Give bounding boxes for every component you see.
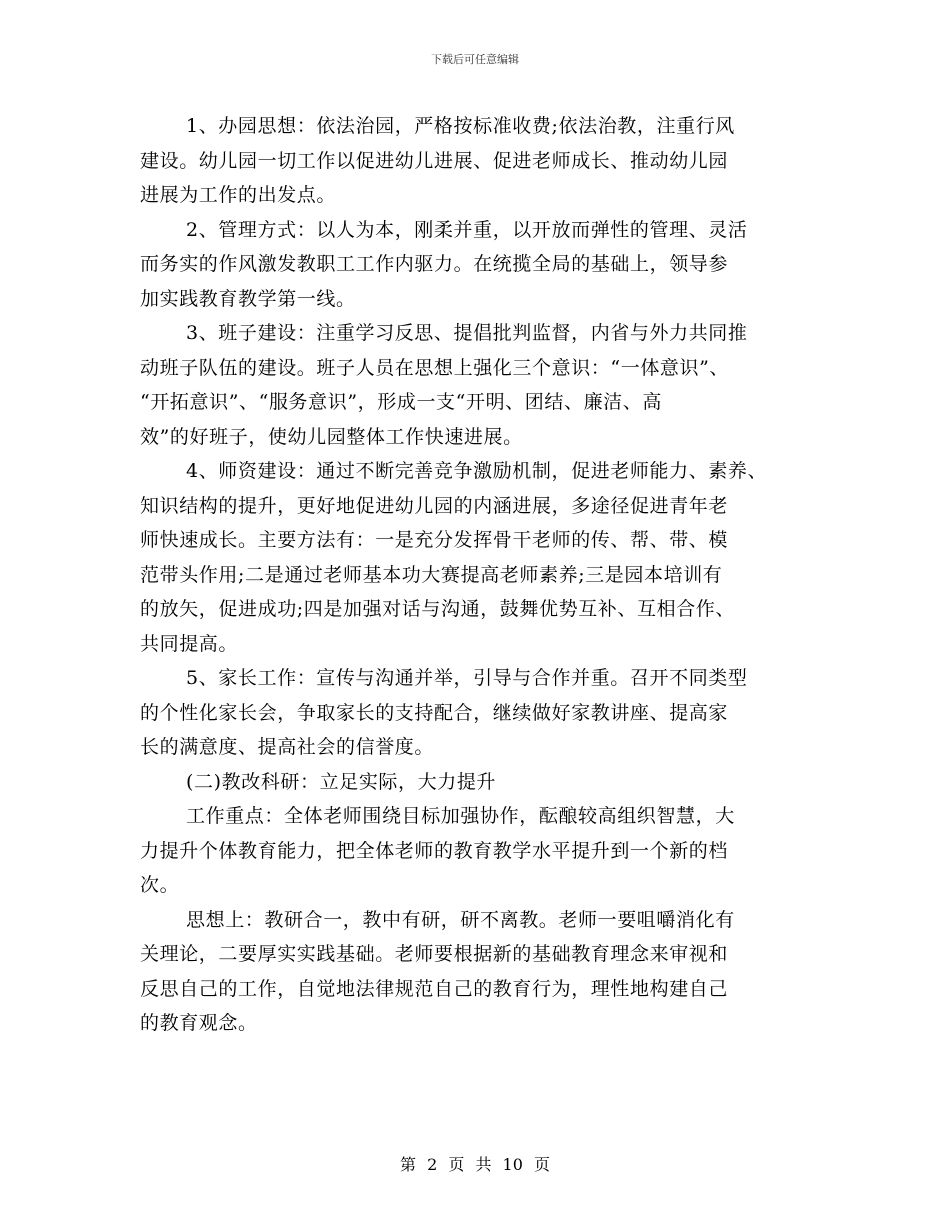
text-line: 而务实的作风激发教职工工作内驱力。在统揽全局的基础上，领导参 (140, 253, 729, 275)
text-line: 工作重点：全体老师围绕目标加强协作，酝酿较高组织智慧，大 (186, 805, 735, 827)
text-line: 范带头作用;二是通过老师基本功大赛提高老师素养;三是园本培训有 (140, 563, 723, 586)
text-line: 次。 (140, 874, 180, 896)
paragraph (140, 316, 820, 454)
text-line: 5、家长工作：宣传与沟通并举，引导与合作并重。召开不同类型 (186, 667, 748, 689)
document-body (140, 109, 820, 1041)
text-line: 共同提高。 (140, 632, 239, 655)
text-line: 师快速成长。主要方法有：一是充分发挥骨干老师的传、帮、带、模 (140, 529, 729, 551)
paragraph (140, 213, 820, 317)
text-line: 的放矢，促进成功;四是加强对话与沟通，鼓舞优势互补、互相合作、 (140, 598, 736, 620)
text-line: 的教育观念。 (140, 1012, 258, 1034)
text-line: 长的满意度、提高社会的信誉度。 (140, 736, 435, 758)
text-line: 3、班子建设：注重学习反思、提倡批判监督，内省与外力共同推 (186, 322, 748, 344)
text-line: (二)教改科研：立足实际，大力提升 (186, 770, 497, 793)
text-line: 动班子队伍的建设。班子人员在思想上强化三个意识：“一体意识”、 (140, 356, 730, 379)
text-line: 建设。幼儿园一切工作以促进幼儿进展、促进老师成长、推动幼儿园 (140, 149, 729, 172)
text-line: “开拓意识”、“服务意识”，形成一支“开明、团结、廉洁、高 (140, 391, 662, 413)
paragraph (140, 903, 820, 1041)
text-line: 反思自己的工作，自觉地法律规范自己的教育行为，理性地构建自己 (140, 977, 729, 1000)
text-line: 的个性化家长会，争取家长的支持配合，继续做好家教讲座、提高家 (140, 701, 729, 724)
paragraph (140, 109, 820, 213)
text-line: 1、办园思想：依法治园，严格按标准收费;依法治教，注重行风 (186, 115, 735, 137)
text-line: 进展为工作的出发点。 (140, 184, 337, 206)
text-line: 力提升个体教育能力，把全体老师的教育教学水平提升到一个新的档 (140, 839, 729, 862)
text-line: 4、师资建设：通过不断完善竞争激励机制，促进老师能力、素养、 (186, 460, 768, 482)
text-line: 思想上：教研合一，教中有研，研不离教。老师一要咀嚼消化有 (186, 908, 735, 931)
text-line: 2、管理方式：以人为本，刚柔并重，以开放而弹性的管理、灵活 (186, 218, 748, 241)
text-line: 效”的好班子，使幼儿园整体工作快速进展。 (140, 425, 523, 448)
text-line: 知识结构的提升，更好地促进幼儿园的内涵进展，多途径促进青年老 (140, 494, 729, 517)
text-line: 关理论，二要厚实实践基础。老师要根据新的基础教育理念来审视和 (140, 943, 729, 965)
paragraph (140, 799, 820, 903)
page-footer: 第 2 页 共 10 页 (400, 1155, 550, 1174)
paragraph (140, 765, 820, 800)
text-line: 加实践教育教学第一线。 (140, 287, 356, 310)
page-header: 下载后可任意编辑 (431, 53, 519, 66)
paragraph (140, 661, 820, 765)
paragraph (140, 454, 820, 661)
